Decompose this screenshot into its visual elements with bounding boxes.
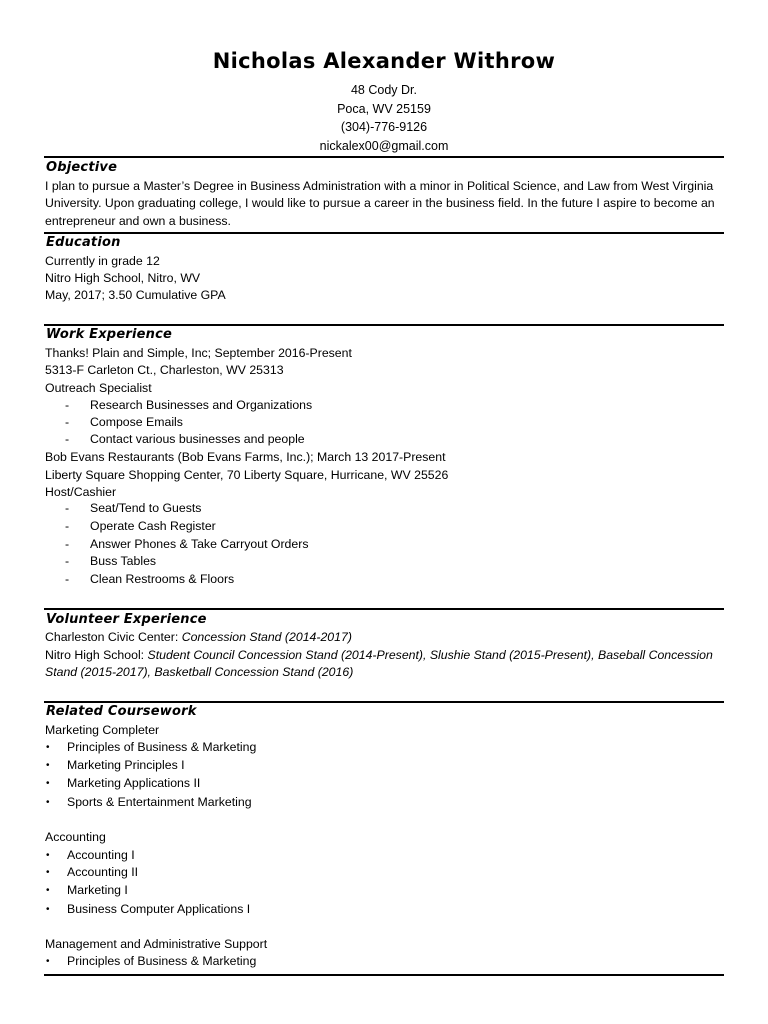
section-title-coursework: Related Coursework — [46, 704, 197, 719]
list-dash: - — [65, 554, 70, 568]
bullet-icon: • — [46, 850, 50, 861]
course-item: Business Computer Applications I — [67, 902, 251, 916]
volunteer-line-3 — [45, 664, 353, 681]
course-item: Marketing I — [67, 883, 128, 897]
course-item: Principles of Business & Marketing — [67, 954, 257, 968]
list-dash: - — [65, 501, 70, 515]
section-divider — [44, 232, 724, 234]
course-group-heading: Accounting — [45, 830, 106, 844]
bullet-icon: • — [46, 760, 50, 771]
course-item: Marketing Applications II — [67, 776, 201, 790]
list-dash: - — [65, 415, 70, 429]
email-address: nickalex00@gmail.com — [319, 139, 449, 154]
volunteer-detail-1: Concession Stand (2014-2017) — [181, 630, 352, 644]
list-dash: - — [65, 572, 70, 586]
job-1-duty: Compose Emails — [90, 415, 183, 429]
job-2-duty: Buss Tables — [90, 554, 157, 568]
list-dash: - — [65, 432, 70, 446]
section-divider — [44, 608, 724, 610]
job-2-address: Liberty Square Shopping Center, 70 Liberty Square, Hurricane, WV 25526 — [45, 468, 449, 482]
section-title-work: Work Experience — [46, 327, 172, 342]
job-1-duty: Contact various businesses and people — [90, 432, 305, 446]
volunteer-detail-2b: Stand (2015-2017), Basketball Concession Stand (2016) — [45, 665, 354, 679]
address-line-1: 48 Cody Dr. — [350, 83, 417, 97]
job-2-duty: Operate Cash Register — [90, 519, 216, 533]
volunteer-org-1: Charleston Civic Center: — [45, 630, 179, 644]
course-item: Marketing Principles I — [67, 758, 185, 772]
bullet-icon: • — [46, 904, 50, 915]
job-2-duty: Answer Phones & Take Carryout Orders — [90, 537, 309, 551]
list-dash: - — [65, 537, 70, 551]
education-line: May, 2017; 3.50 Cumulative GPA — [45, 288, 226, 302]
section-divider — [44, 324, 724, 326]
course-item: Accounting II — [67, 865, 139, 879]
education-line: Nitro High School, Nitro, WV — [45, 271, 201, 285]
bullet-icon: • — [46, 885, 50, 896]
section-title-education: Education — [46, 235, 121, 250]
job-2-employer: Bob Evans Restaurants (Bob Evans Farms, Inc.); March 13 2017-Present — [45, 450, 446, 464]
bullet-icon: • — [46, 742, 50, 753]
course-item: Accounting I — [67, 848, 135, 862]
volunteer-line-2 — [45, 647, 713, 664]
contact-block — [44, 81, 724, 156]
job-1-role: Outreach Specialist — [45, 381, 152, 395]
volunteer-detail-2a: Student Council Concession Stand (2014-Present), Slushie Stand (2015-Present), Baseball Concession — [147, 648, 713, 662]
education-line: Currently in grade 12 — [45, 254, 160, 268]
job-2-role: Host/Cashier — [45, 485, 117, 499]
list-dash: - — [65, 519, 70, 533]
bullet-icon: • — [46, 956, 50, 967]
section-title-objective: Objective — [46, 160, 118, 175]
list-dash: - — [65, 398, 70, 412]
section-divider — [44, 156, 724, 158]
address-line-2: Poca, WV 25159 — [337, 101, 431, 116]
bullet-icon: • — [46, 778, 50, 789]
course-group-heading: Management and Administrative Support — [45, 937, 268, 951]
phone-number: (304)-776-9126 — [340, 120, 428, 135]
job-1-employer: Thanks! Plain and Simple, Inc; September 2016-Present — [45, 346, 352, 360]
section-divider — [44, 974, 724, 976]
volunteer-org-2: Nitro High School: — [45, 648, 145, 662]
section-title-volunteer: Volunteer Experience — [46, 612, 207, 627]
job-2-duty: Seat/Tend to Guests — [90, 501, 202, 515]
job-1-address: 5313-F Carleton Ct., Charleston, WV 25313 — [45, 363, 284, 377]
section-divider — [44, 701, 724, 703]
bullet-icon: • — [46, 797, 50, 808]
job-2-duty: Clean Restrooms & Floors — [90, 572, 235, 586]
course-group-heading: Marketing Completer — [45, 723, 160, 737]
bullet-icon: • — [46, 867, 50, 878]
job-1-duty: Research Businesses and Organizations — [90, 398, 313, 412]
objective-text: I plan to pursue a Master’s Degree in Business Administration with a minor in Political Science, and Law from West Virginia University. Upon graduating college, I would like to pursue a career in the business field. In the future I aspire to become an entrepreneur and own a business. — [45, 179, 715, 228]
resume-name: Nicholas Alexander Withrow — [212, 49, 556, 73]
course-item: Principles of Business & Marketing — [67, 740, 257, 754]
volunteer-line-1 — [45, 629, 352, 646]
course-item: Sports & Entertainment Marketing — [67, 795, 252, 809]
